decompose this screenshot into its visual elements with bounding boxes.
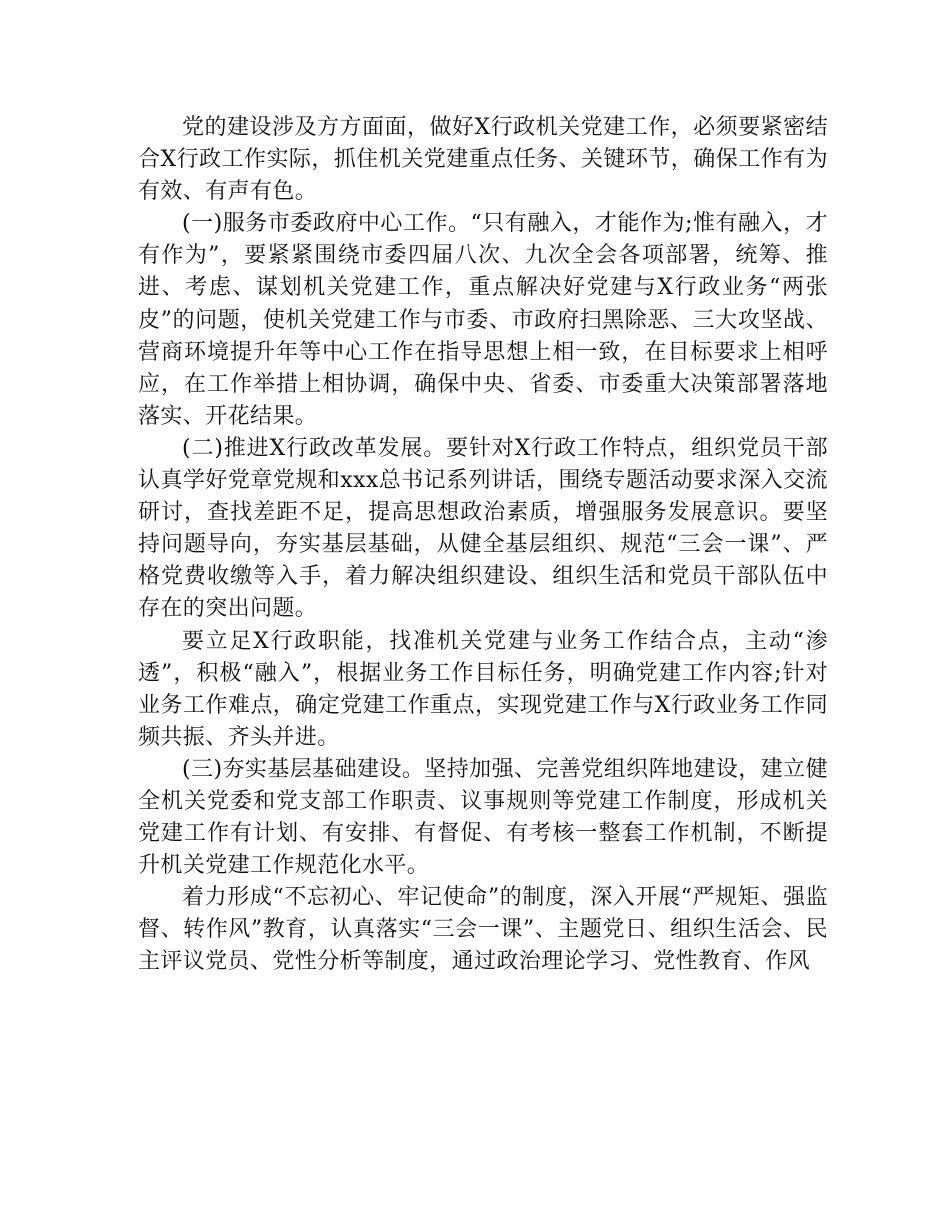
paragraph-section-1: (一)服务市委政府中心工作。“只有融入，才能作为;惟有融入，才有作为”，要紧紧围绕市委四届八次、九次全会各项部署，统筹、推进、考虑、谋划机关党建工作，重点解决好党建与X行政业务“两张皮”的问题，使机关党建工作与市委、市政府扫黑除恶、三大攻坚战、营商环境提升年等中心工作在指导思想上相一致，在目标要求上相呼应，在工作举措上相协调，确保中央、省委、市委重大决策部署落地落实、开花结果。 [138,211,828,429]
paragraph-section-3: (三)夯实基层基础建设。坚持加强、完善党组织阵地建设，建立健全机关党委和党支部工作职责、议事规则等党建工作制度，形成机关党建工作有计划、有安排、有督促、有考核一整套工作机制，不断提升机关党建工作规范化水平。 [138,756,828,879]
paragraph-section-3-continued: 着力形成“不忘初心、牢记使命”的制度，深入开展“严规矩、强监督、转作风”教育，认真落实“三会一课”、主题党日、组织生活会、民主评议党员、党性分析等制度，通过政治理论学习、党性教育、作风 [138,885,828,975]
paragraph-section-2: (二)推进X行政改革发展。要针对X行政工作特点，组织党员干部认真学好党章党规和xxx总书记系列讲话，围绕专题活动要求深入交流研讨，查找差距不足，提高思想政治素质，增强服务发展意识。要坚持问题导向，夯实基层基础，从健全基层组织、规范“三会一课”、严格党费收缴等入手，着力解决组织建设、组织生活和党员干部队伍中存在的突出问题。 [138,435,828,622]
paragraph-section-2-continued: 要立足X行政职能，找准机关党建与业务工作结合点，主动“渗透”，积极“融入”，根据业务工作目标任务，明确党建工作内容;针对业务工作难点，确定党建工作重点，实现党建工作与X行政业务工作同频共振、齐头并进。 [138,628,828,750]
document-body [138,112,828,979]
paragraph-intro: 党的建设涉及方方面面，做好X行政机关党建工作，必须要紧密结合X行政工作实际，抓住机关党建重点任务、关键环节，确保工作有为有效、有声有色。 [138,115,828,205]
